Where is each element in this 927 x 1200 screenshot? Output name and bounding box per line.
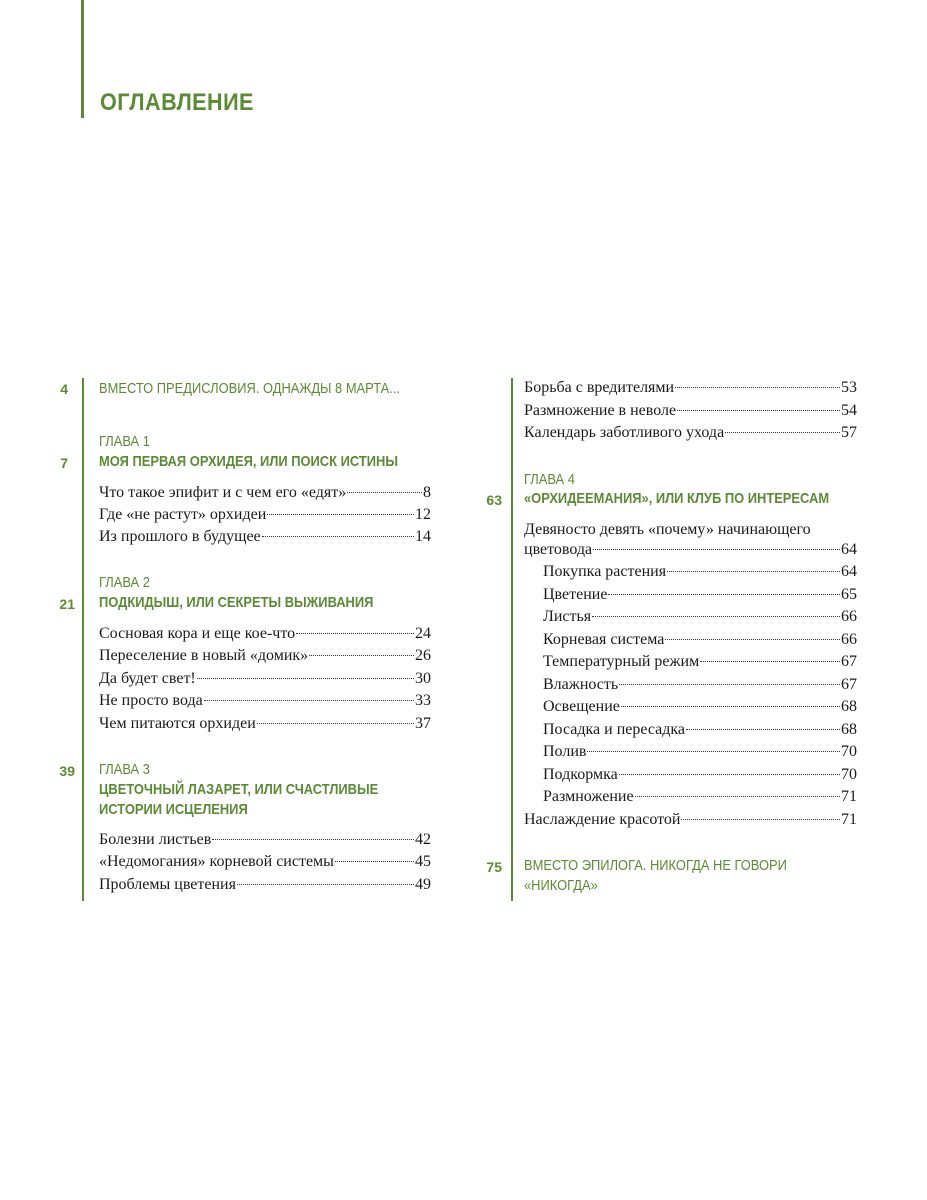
- dot-leader: [347, 492, 422, 493]
- epilogue-heading-line-1[interactable]: ВМЕСТО ЭПИЛОГА. НИКОГДА НЕ ГОВОРИ: [524, 857, 787, 874]
- epilogue-heading-line-2[interactable]: «НИКОГДА»: [524, 877, 598, 894]
- entry-page: 42: [415, 831, 431, 848]
- dot-leader: [212, 839, 414, 840]
- toc-entry[interactable]: [99, 690, 431, 712]
- entry-title: Болезни листьев: [99, 831, 212, 848]
- chapter-3-title-line-1[interactable]: ЦВЕТОЧНЫЙ ЛАЗАРЕТ, ИЛИ СЧАСТЛИВЫЕ: [99, 781, 379, 798]
- entry-title: Где «не растут» орхидеи: [99, 506, 267, 523]
- toc-subentry[interactable]: [543, 674, 857, 696]
- entry-page: 64: [841, 563, 857, 580]
- entry-page: 14: [415, 528, 431, 545]
- toc-subentry[interactable]: [543, 741, 857, 763]
- chapter-4-label: ГЛАВА 4: [524, 471, 575, 488]
- toc-subentry[interactable]: [543, 606, 857, 628]
- entry-title: Чем питаются орхидеи: [99, 715, 256, 732]
- entry-page: 68: [841, 721, 857, 738]
- toc-entry[interactable]: [99, 526, 431, 548]
- toc-entry[interactable]: [99, 482, 431, 504]
- dot-leader: [686, 729, 840, 730]
- entry-title: Наслаждение красотой: [524, 811, 681, 828]
- epilogue-page-number: 75: [486, 859, 502, 875]
- entry-title: Сосновая кора и еще кое-что: [99, 625, 296, 642]
- toc-entry[interactable]: [99, 851, 431, 873]
- dot-leader: [335, 861, 414, 862]
- chapter-3-label: ГЛАВА 3: [99, 761, 150, 778]
- right-column-rule: [511, 378, 513, 901]
- dot-leader: [608, 594, 840, 595]
- dot-leader: [309, 655, 414, 656]
- entry-page: 49: [415, 876, 431, 893]
- toc-entry[interactable]: [99, 504, 431, 526]
- dot-leader: [675, 387, 840, 388]
- dot-leader: [262, 536, 414, 537]
- entry-page: 57: [841, 424, 857, 441]
- entry-page: 71: [841, 811, 857, 828]
- chapter-2-label: ГЛАВА 2: [99, 574, 150, 591]
- entry-title: Цветение: [543, 586, 608, 603]
- dot-leader: [619, 774, 840, 775]
- entry-page: 37: [415, 715, 431, 732]
- toc-entry[interactable]: [99, 623, 431, 645]
- entry-title: Проблемы цветения: [99, 876, 236, 893]
- dot-leader: [621, 706, 840, 707]
- entry-title: цветовода: [524, 541, 593, 558]
- entry-title: Подкормка: [543, 766, 618, 783]
- entry-page: 30: [415, 670, 431, 687]
- dot-leader: [197, 678, 414, 679]
- dot-leader: [267, 514, 414, 515]
- dot-leader: [667, 571, 840, 572]
- toc-subentry[interactable]: [543, 764, 857, 786]
- dot-leader: [592, 616, 840, 617]
- toc-entry[interactable]: [99, 668, 431, 690]
- entry-title: Из прошлого в будущее: [99, 528, 261, 545]
- chapter-2-page-number: 21: [59, 596, 75, 612]
- entry-title: Борьба с вредителями: [524, 379, 675, 396]
- entry-title: Да будет свет!: [99, 670, 196, 687]
- questions-heading-line-1: Девяносто девять «почему» начинающего: [524, 521, 811, 538]
- toc-subentry[interactable]: [543, 629, 857, 651]
- entry-title: Полив: [543, 743, 587, 760]
- chapter-4-page-number: 63: [486, 492, 502, 508]
- dot-leader: [587, 751, 840, 752]
- entry-page: 67: [841, 676, 857, 693]
- dot-leader: [204, 700, 414, 701]
- toc-subentry[interactable]: [543, 696, 857, 718]
- entry-title: Размножение в неволе: [524, 402, 677, 419]
- toc-entry[interactable]: [524, 809, 857, 831]
- dot-leader: [593, 549, 840, 550]
- chapter-3-title-line-2[interactable]: ИСТОРИИ ИСЦЕЛЕНИЯ: [99, 801, 248, 818]
- entry-page: 65: [841, 586, 857, 603]
- entry-title: Посадка и пересадка: [543, 721, 686, 738]
- entry-page: 70: [841, 743, 857, 760]
- chapter-2-title[interactable]: ПОДКИДЫШ, ИЛИ СЕКРЕТЫ ВЫЖИВАНИЯ: [99, 594, 374, 611]
- left-column-rule: [82, 378, 84, 901]
- entry-page: 12: [415, 506, 431, 523]
- toc-subentry[interactable]: [543, 719, 857, 741]
- entry-page: 24: [415, 625, 431, 642]
- entry-page: 71: [841, 788, 857, 805]
- entry-page: 8: [423, 484, 431, 501]
- toc-entry[interactable]: [99, 645, 431, 667]
- dot-leader: [665, 639, 840, 640]
- dot-leader: [700, 661, 840, 662]
- toc-entry[interactable]: [524, 377, 857, 399]
- entry-page: 33: [415, 692, 431, 709]
- chapter-4-title[interactable]: «ОРХИДЕЕМАНИЯ», ИЛИ КЛУБ ПО ИНТЕРЕСАМ: [524, 490, 830, 507]
- toc-entry[interactable]: [524, 422, 857, 444]
- dot-leader: [237, 884, 414, 885]
- entry-title: Что такое эпифит и с чем его «едят»: [99, 484, 347, 501]
- entry-page: 64: [841, 541, 857, 558]
- entry-title: Освещение: [543, 698, 620, 715]
- chapter-1-title[interactable]: МОЯ ПЕРВАЯ ОРХИДЕЯ, ИЛИ ПОИСК ИСТИНЫ: [99, 453, 398, 470]
- dot-leader: [681, 819, 840, 820]
- entry-page: 67: [841, 653, 857, 670]
- toc-entry[interactable]: [99, 874, 431, 896]
- entry-page: 70: [841, 766, 857, 783]
- entry-title: Покупка растения: [543, 563, 667, 580]
- toc-entry[interactable]: [99, 829, 431, 851]
- toc-subentry[interactable]: [543, 584, 857, 606]
- toc-subentry[interactable]: [543, 561, 857, 583]
- entry-page: 26: [415, 647, 431, 664]
- entry-page: 66: [841, 631, 857, 648]
- chapter-1-page-number: 7: [60, 455, 68, 471]
- toc-subentry[interactable]: [543, 651, 857, 673]
- entry-title: Корневая система: [543, 631, 665, 648]
- entry-page: 45: [415, 853, 431, 870]
- entry-title: Температурный режим: [543, 653, 700, 670]
- toc-subentry[interactable]: [543, 786, 857, 808]
- entry-title: «Недомогания» корневой системы: [99, 853, 334, 870]
- entry-page: 53: [841, 379, 857, 396]
- title-accent-bar: [81, 0, 84, 118]
- entry-page: 68: [841, 698, 857, 715]
- toc-entry[interactable]: [524, 539, 857, 561]
- entry-title: Переселение в новый «домик»: [99, 647, 309, 664]
- toc-entry[interactable]: [524, 400, 857, 422]
- page-title: ОГЛАВЛЕНИЕ: [100, 89, 254, 116]
- entry-title: Листья: [543, 608, 592, 625]
- dot-leader: [725, 432, 840, 433]
- dot-leader: [635, 796, 840, 797]
- intro-page-number: 4: [60, 381, 68, 397]
- entry-title: Размножение: [543, 788, 634, 805]
- entry-page: 54: [841, 402, 857, 419]
- toc-entry[interactable]: [99, 713, 431, 735]
- dot-leader: [296, 633, 414, 634]
- entry-title: Влажность: [543, 676, 619, 693]
- intro-heading[interactable]: ВМЕСТО ПРЕДИСЛОВИЯ. ОДНАЖДЫ 8 МАРТА...: [99, 380, 400, 397]
- chapter-3-page-number: 39: [59, 763, 75, 779]
- entry-page: 66: [841, 608, 857, 625]
- entry-title: Календарь заботливого ухода: [524, 424, 725, 441]
- dot-leader: [619, 684, 840, 685]
- entry-title: Не просто вода: [99, 692, 203, 709]
- chapter-1-label: ГЛАВА 1: [99, 433, 150, 450]
- dot-leader: [677, 410, 840, 411]
- dot-leader: [257, 723, 414, 724]
